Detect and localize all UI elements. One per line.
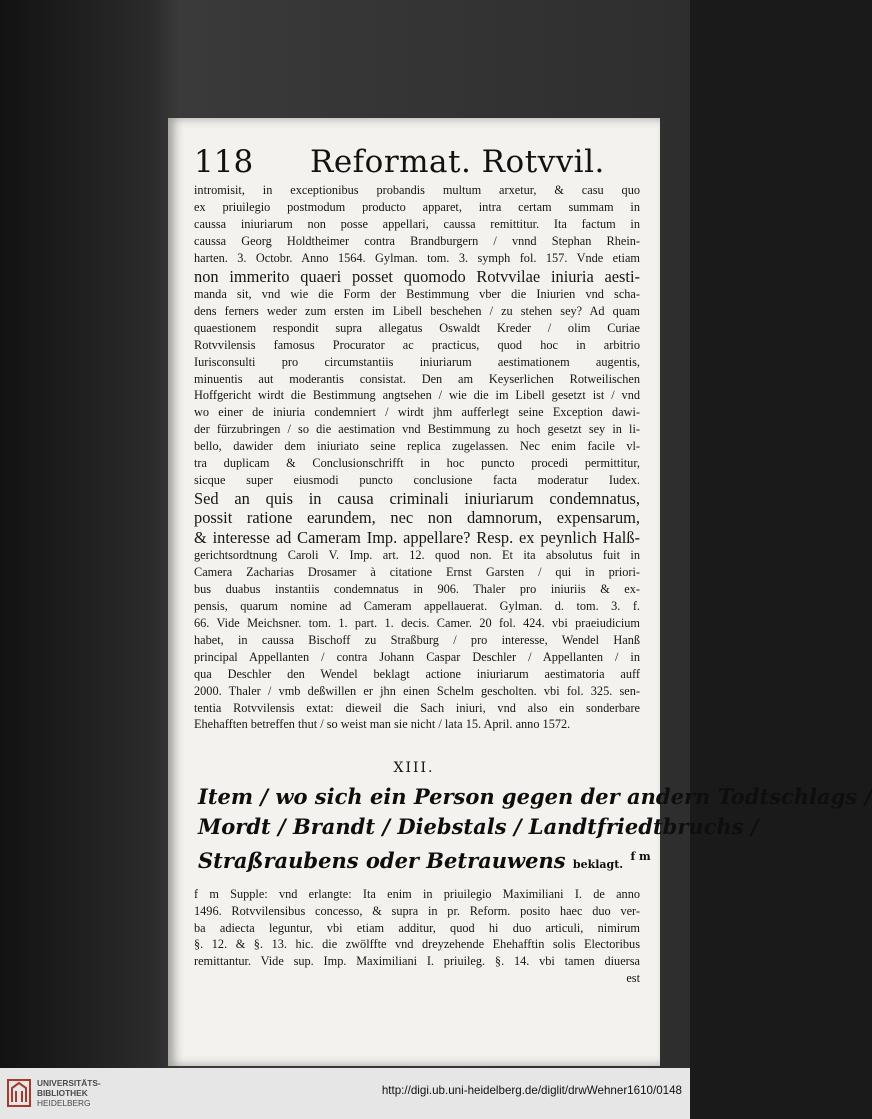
text-line: Iurisconsulti pro circumstantiis iniuriarum aestimationem augentis, [194,354,640,369]
body-text [194,182,640,733]
text-line: 2000. Thaler / vmb deßwillen er jhn einen Schelm gescholten. vbi fol. 325. sen- [194,683,640,698]
library-name [37,1079,101,1108]
book-page [168,118,872,1066]
page-header [194,142,634,182]
running-title: Reformat. Rotvvil. [310,144,605,180]
text-line: quaestionem respondit supra allegatus Oswaldt Kreder / olim Curiae [194,320,640,335]
text-line: ex priuilegio postmodum producto apparet, intra certam summam in [194,199,640,214]
heading-line: Mordt / Brandt / Diebstals / Landtfriedtbruchs / [198,814,759,839]
text-line: bello, dawider dem iniuriato seine replica zugelassen. Nec enim facile vl- [194,439,640,454]
text-line: bus duabus instantiis condemnatus in 906. Thaler pro iniuriis & ex- [194,582,640,597]
text-line: wo einer de iniuria condemniert / wirdt jhm aufferlegt seine Exception dawi- [194,405,640,420]
heading-line: Item / wo sich ein Person gegen der andern Todtschlags / [198,784,872,809]
library-name-line: BIBLIOTHEK [37,1087,88,1098]
text-line: Camera Zacharias Drosamer à citatione Ernst Garsten / qui in priori- [194,565,640,580]
heading-line-last [198,842,651,880]
text-line: 66. Vide Meichsner. tom. 1. part. 1. decis. Camer. 20 fol. 424. vbi praeiudicium [194,616,640,631]
text-line: der fürzubringen / so die aestimation vnd Bestimmung zu hoch gesetzt sey in li- [194,422,640,437]
text-line: Sed an quis in causa criminali iniuriarum condemnatus, [194,488,640,508]
page-number: 118 [194,144,254,180]
viewer-footer [0,1068,690,1119]
annotation-note [194,886,640,987]
note-line: ba adiecta leguntur, vbi etiam additur, quod hi duo articuli, nimirum [194,920,640,935]
text-line: dens ferners weder zum ersten im Libell beschehen / zu stehen sey? Ad quam [194,303,640,318]
section-number: XIII. [393,760,435,776]
text-line: gerichtsordtnung Caroli V. Imp. art. 12. quod non. Et ita absolutus fuit in [194,548,640,563]
library-city: HEIDELBERG [37,1097,91,1108]
text-line: harten. 3. Octobr. Anno 1564. Gylman. tom. 3. symph fol. 157. Vnde etiam [194,250,640,265]
text-line: minuentis aut moderantis consistat. Den am Keyserlichen Rotweilischen [194,371,640,386]
text-line: Rotvvilensis famosus Procurator ac practicus, quod hoc in arbitrio [194,337,640,352]
text-line: principal Appellanten / contra Johann Caspar Deschler / Appellanten / in [194,649,640,664]
text-line: & interesse ad Cameram Imp. appellare? Resp. ex peynlich Halß- [194,527,640,547]
heading-tail: beklagt. [572,858,624,871]
text-line: pensis, quarum nomine ad Cameram appellauerat. Gylman. d. tom. 3. f. [194,599,640,614]
text-line: tra duplicam & Conclusionschrifft in hoc puncto procedi permittitur, [194,456,640,471]
section-heading [198,782,872,880]
text-line: possit ratione earundem, nec non damnorum, expensarum, [194,508,640,528]
text-line: Ehehafften betreffen thut / so weist man sie nicht / lata 15. April. anno 1572. [194,717,571,732]
library-name-line: UNIVERSITÄTS- [37,1078,101,1088]
university-library-logo-icon[interactable] [7,1078,31,1108]
note-line: 1496. Rotvvilensibus concesso, & supra in pr. Reform. posito haec duo ver- [194,903,640,918]
footnote-mark: f m [630,850,651,863]
text-line: manda sit, vnd wie die Form der Bestimmung vber die Iniurien vnd scha- [194,287,640,302]
text-line: qua Deschler den Wendel beklagt actione iniuriarum aestimatoria auff [194,666,640,681]
note-line: remittantur. Vide sup. Imp. Maximiliani I. priuileg. §. 14. vbi tamen diuersa [194,954,640,969]
text-line: intromisit, in exceptionibus probandis multum arxetur, & casu quo [194,183,640,197]
text-line: sicque super eiusmodi puncto conclusione facta moderatur Iudex. [194,473,640,487]
note-line: §. 12. & §. 13. hic. die zwölffte vnd dreyzehende Ehehafftin solis Electoribus [194,937,640,952]
catchword: est [626,970,640,985]
text-line: habet, in caussa Bischoff zu Straßburg / pro interesse, Wendel Hanß [194,632,640,647]
text-line: tentia Rotvvilensis extat: dieweil die Sach iniuri, vnd also ein sonderbare [194,700,640,715]
text-line: non immerito quaeri posset quomodo Rotvvilae iniuria aesti- [194,266,640,286]
heading-line-text: Straßraubens oder Betrauwens [198,848,566,873]
permalink-url[interactable]: http://digi.ub.uni-heidelberg.de/diglit/drwWehner1610/0148 [381,1084,682,1097]
note-line: f m Supple: vnd erlangte: Ita enim in priuilegio Maximiliani I. de anno [194,887,640,901]
text-line: Hoffgericht wirdt die Bestimmung angtsehen / wie die im Libell gesetzt ist / vnd [194,388,640,403]
text-line: caussa iniuriarum non posse appellari, caussa remittitur. Ita factum in [194,216,640,231]
text-line: caussa Georg Holdtheimer contra Brandburgern / vnnd Stephan Rhein- [194,233,640,248]
